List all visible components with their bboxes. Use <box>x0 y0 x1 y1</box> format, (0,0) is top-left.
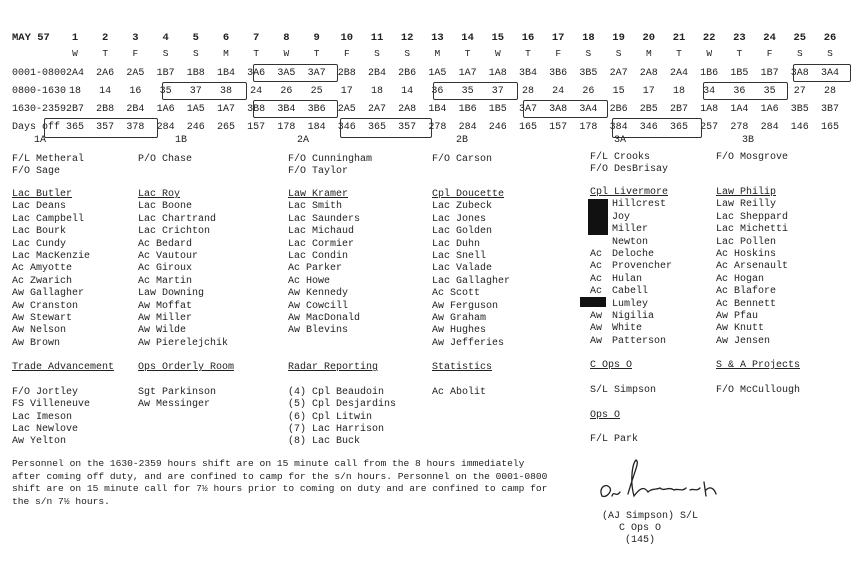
box-1a-off <box>44 118 158 138</box>
shift-cell: 157 <box>247 122 266 133</box>
shift-cell: 28 <box>823 86 836 97</box>
weekday-letter: T <box>525 48 531 59</box>
day-number: 23 <box>733 32 746 44</box>
weekday-letter: S <box>192 48 199 59</box>
crew-member: Aw MacDonald <box>288 312 361 324</box>
crew-kramer <box>288 189 360 338</box>
shift-cell: 3B4 <box>277 104 296 115</box>
shift-cell: 16 <box>129 86 142 97</box>
month-label: MAY 57 <box>12 32 50 44</box>
redaction-bar-2 <box>580 297 606 307</box>
shift-cell: 15 <box>612 86 625 97</box>
crew-member: Lac MacKenzie <box>12 250 91 262</box>
shift-cell: 24 <box>250 86 263 97</box>
shift-cell: 246 <box>186 122 205 133</box>
member-name: Miller <box>612 224 649 236</box>
crew-member: Aw Stewart <box>12 312 73 324</box>
shift-cell: 14 <box>401 86 414 97</box>
box-day-1 <box>162 82 247 100</box>
shift-cell: 35 <box>461 86 474 97</box>
shift-cell: 346 <box>337 122 356 133</box>
crew-member: Aw Pfau <box>716 310 759 322</box>
shift-cell: 37 <box>189 86 202 97</box>
shift-cell: 246 <box>488 122 507 133</box>
row-label-1630: 1630-2359 <box>12 104 67 115</box>
weekday-letter: F <box>132 48 139 59</box>
crew-lead: Cpl Doucette <box>432 189 505 200</box>
day-number: 6 <box>222 32 230 44</box>
crew-member: Ac Zwarich <box>12 275 73 287</box>
member-name: Joy <box>612 211 631 223</box>
member-name: Newton <box>612 236 649 248</box>
crew-member: Ac Giroux <box>138 263 193 275</box>
day-number: 19 <box>612 32 625 44</box>
weekday-letter: T <box>102 48 109 59</box>
shift-cell: 35 <box>159 86 172 97</box>
officers-1b: P/O Chase <box>138 154 193 165</box>
shift-cell: 1A7 <box>216 104 235 115</box>
rank-prefix: Ac <box>590 248 603 260</box>
box-3a-evening <box>523 100 608 118</box>
rank-prefix: Aw <box>590 310 603 322</box>
shift-cell: 346 <box>639 122 658 133</box>
shift-cell: 17 <box>642 86 655 97</box>
weekday-letter: F <box>766 48 773 59</box>
officers-3b: F/O Mosgrove <box>716 152 789 163</box>
shift-cell: 1A6 <box>156 104 175 115</box>
crew-member <box>590 261 672 273</box>
box-3a-night <box>253 64 338 82</box>
crew-member <box>590 311 672 323</box>
day-number: 9 <box>313 32 320 44</box>
day-number: 15 <box>491 32 505 44</box>
shift-cell: 284 <box>760 122 779 133</box>
crew-member: Aw Ferguson <box>432 300 499 312</box>
crew-member: Ac Vautour <box>138 250 199 262</box>
shift-cell: 265 <box>216 122 235 133</box>
member-name: Patterson <box>612 335 667 347</box>
crew-member: Aw Wilde <box>138 325 187 337</box>
crew-member: Lac Michetti <box>716 224 789 236</box>
day-number: 16 <box>521 32 535 44</box>
group-label-1b: 1B <box>175 135 188 146</box>
day-number: 22 <box>702 32 716 44</box>
shift-cell: 1B8 <box>186 68 205 79</box>
shift-cell: 3B6 <box>549 68 568 79</box>
weekday-letter: W <box>494 48 501 59</box>
group-label-2b: 2B <box>456 135 469 146</box>
crew-member: Ac Blafore <box>716 286 777 298</box>
crew-member: Aw Pierelejchik <box>138 337 229 349</box>
shift-cell: 2B7 <box>669 104 688 115</box>
crew-member: Aw Cowcill <box>288 300 349 312</box>
shift-cell: 278 <box>428 122 447 133</box>
shift-cell: 14 <box>99 86 112 97</box>
group-label-3a: 3A <box>614 135 627 146</box>
shift-cell: 146 <box>790 122 809 133</box>
day-number: 12 <box>400 32 414 44</box>
crew-member: Lac Valade <box>432 263 493 275</box>
shift-cell: 36 <box>733 86 746 97</box>
shift-cell: 3A4 <box>579 104 598 115</box>
shift-cell: 165 <box>820 122 839 133</box>
shift-cell: 26 <box>582 86 595 97</box>
shift-cell: 278 <box>730 122 749 133</box>
crew-member: Aw Jefferies <box>432 337 505 349</box>
rank-prefix: Ac <box>590 261 603 273</box>
signature-name: (AJ Simpson) S/L <box>601 511 698 522</box>
duty-note: Personnel on the 1630-2359 hours shift are on 15 minute call from the 8 hours immediately after coming off duty, and are confined to camp for the s/n hours. Personnel on the 0001-0800 shift are on 15 minute call for 7½ hours prior to coming on duty and are confined to camp for the s/n 7½ hours. <box>12 458 548 507</box>
crew-lead: Lac Butler <box>12 189 73 200</box>
crew-member: Lac Duhn <box>432 238 481 250</box>
crew-member: Lac Golden <box>432 226 493 238</box>
shift-cell: 1A8 <box>700 104 719 115</box>
day-number: 20 <box>642 32 656 44</box>
member-name: White <box>612 323 643 335</box>
crew-member: Aw Moffat <box>138 300 193 312</box>
crew-lead: Law Philip <box>716 187 777 198</box>
crew-member: Aw Miller <box>138 312 193 324</box>
day-number: 2 <box>102 32 109 44</box>
shift-cell: 257 <box>700 122 719 133</box>
shift-cell: 1A5 <box>186 104 205 115</box>
box-day-2 <box>433 82 518 100</box>
shift-cell: 3B8 <box>247 104 266 115</box>
member-name: Cabell <box>612 286 649 298</box>
day-number: 17 <box>551 32 565 44</box>
day-number: 26 <box>823 32 837 44</box>
crew-lead: Cpl Livermore <box>590 187 669 198</box>
shift-cell: 165 <box>518 122 537 133</box>
shift-cell: 1B5 <box>730 68 749 79</box>
day-number: 7 <box>253 32 260 44</box>
crew-butler <box>12 189 90 350</box>
shift-cell: 384 <box>609 122 628 133</box>
crew-member: Lac Chartrand <box>138 213 217 225</box>
crew-member: Lac Sheppard <box>716 211 789 223</box>
member-name: Provencher <box>612 261 673 273</box>
shift-cell: 178 <box>277 122 296 133</box>
crew-member: Aw Brown <box>12 337 61 349</box>
shift-cell: 365 <box>65 122 84 133</box>
shift-cell: 2B6 <box>609 104 628 115</box>
shift-cell: 1A8 <box>488 68 507 79</box>
rank-prefix: Aw <box>590 335 603 347</box>
weekday-letter: S <box>827 48 833 59</box>
crew-member: Aw Knutt <box>716 323 765 335</box>
crew-lead: Lac Roy <box>138 189 181 200</box>
weekday-letter: T <box>676 48 682 59</box>
day-number: 1 <box>71 32 79 44</box>
crew-roy <box>138 189 228 350</box>
crew-member: Aw Gallagher <box>12 288 85 300</box>
crew-member: Aw Hughes <box>432 325 487 337</box>
crew-member: Lac Saunders <box>288 213 361 225</box>
crew-member: Lac Campbell <box>12 213 85 225</box>
crew-philip <box>716 187 788 348</box>
day-number: 5 <box>192 32 199 44</box>
shift-cell: 1B5 <box>488 104 507 115</box>
shift-cell: 1A7 <box>458 68 477 79</box>
weekday-letter: M <box>645 48 652 59</box>
shift-cell: 3A8 <box>790 68 809 79</box>
signature-title: C Ops O <box>618 523 661 534</box>
member-name: Deloche <box>612 248 655 260</box>
shift-cell: 24 <box>552 86 565 97</box>
crew-member: Lac Boone <box>138 201 193 213</box>
shift-cell: 25 <box>310 86 323 97</box>
member-name: Lumley <box>612 298 649 310</box>
rank-prefix: Aw <box>590 323 603 335</box>
shift-cell: 3B7 <box>820 104 839 115</box>
crew-member: Lac Gallagher <box>432 275 511 287</box>
shift-cell: 1A6 <box>760 104 779 115</box>
handwritten-signature <box>594 452 724 512</box>
shift-cell: 2A8 <box>639 68 658 79</box>
weekday-letter: F <box>555 48 562 59</box>
crew-member: Ac Scott <box>432 288 481 300</box>
weekday-letter: M <box>434 48 441 59</box>
shift-cell: 3A7 <box>518 104 537 115</box>
shift-cell: 178 <box>579 122 598 133</box>
crew-member: Aw Nelson <box>12 325 67 337</box>
day-number: 14 <box>461 32 474 44</box>
shift-cell: 3B5 <box>579 68 598 79</box>
crew-doucette <box>432 189 510 350</box>
crew-member: Lac Pollen <box>716 236 777 248</box>
shift-cell: 3A6 <box>247 68 266 79</box>
shift-cell: 2A4 <box>669 68 688 79</box>
weekday-letter: S <box>585 48 592 59</box>
shift-cell: 365 <box>669 122 688 133</box>
shift-cell: 2A6 <box>96 68 115 79</box>
crew-member <box>590 249 672 261</box>
weekday-letter: T <box>313 48 320 59</box>
row-label-0001: 0001-0800 <box>12 68 67 79</box>
crew-member: Law Downing <box>138 288 205 300</box>
shift-cell: 2B8 <box>96 104 115 115</box>
crew-member: Lac Deans <box>12 201 67 213</box>
crew-member: Lac Cormier <box>288 238 355 250</box>
crew-member: Lac Smith <box>288 201 343 213</box>
section-ops-orderly-room: Ops Orderly Room Sgt Parkinson Aw Messinger <box>138 362 235 411</box>
day-number: 8 <box>283 32 290 44</box>
shift-cell: 1B7 <box>156 68 175 79</box>
shift-cell: 2B5 <box>639 104 658 115</box>
crew-member: Lac Crichton <box>138 226 211 238</box>
shift-cell: 284 <box>458 122 477 133</box>
row-label-0800: 0800-1630 <box>12 86 67 97</box>
crew-member: Lac Michaud <box>288 226 355 238</box>
shift-cell: 2B7 <box>65 104 84 115</box>
redaction-bar-1 <box>588 199 608 235</box>
crew-member: Lac Jones <box>432 213 487 225</box>
shift-cell: 26 <box>280 86 293 97</box>
shift-cell: 284 <box>156 122 175 133</box>
group-label-2a: 2A <box>297 135 310 146</box>
day-number: 3 <box>132 32 139 44</box>
day-number: 10 <box>340 32 354 44</box>
group-label-3b: 3B <box>742 135 755 146</box>
day-number: 24 <box>763 32 776 44</box>
crew-member: Ac Hogan <box>716 273 765 285</box>
crew-member: Lac Zubeck <box>432 201 493 213</box>
crew-member <box>590 237 672 249</box>
shift-cell: 3B6 <box>307 104 326 115</box>
officers-2b: F/O Carson <box>432 154 493 165</box>
shift-cell: 17 <box>340 86 353 97</box>
crew-member: Lac Snell <box>432 250 487 262</box>
crew-member: Ac Parker <box>288 263 343 275</box>
section-projects: S & A Projects F/O McCullough <box>716 360 801 396</box>
shift-cell: 18 <box>672 86 685 97</box>
crew-member: Lac Cundy <box>12 238 67 250</box>
weekday-letter: W <box>283 48 290 59</box>
shift-cell: 1B6 <box>700 68 719 79</box>
shift-cell: 1B6 <box>458 104 477 115</box>
crew-member: Ac Martin <box>138 275 193 287</box>
member-name: Hillcrest <box>612 199 667 211</box>
day-number: 18 <box>582 32 595 44</box>
section-trade-advancement: Trade Advancement F/O Jortley FS Villeneuve Lac Imeson Lac Newlove Aw Yelton <box>12 362 115 448</box>
box-day-3 <box>703 82 788 100</box>
crew-member: Aw Kennedy <box>288 288 349 300</box>
box-3a-night-2 <box>793 64 851 82</box>
shift-cell: 3A7 <box>307 68 326 79</box>
weekday-letter: W <box>72 48 78 59</box>
crew-member: Ac Howe <box>288 275 331 287</box>
crew-member <box>590 323 672 335</box>
shift-cell: 378 <box>126 122 145 133</box>
shift-cell: 2A5 <box>126 68 145 79</box>
shift-cell: 36 <box>431 86 444 97</box>
rank-prefix: Ac <box>590 273 603 285</box>
shift-cell: 18 <box>370 86 383 97</box>
weekday-letter: T <box>464 48 471 59</box>
crew-member: Aw Graham <box>432 312 487 324</box>
crew-member: Aw Cranston <box>12 300 79 312</box>
shift-cell: 2A7 <box>367 104 386 115</box>
shift-cell: 2B8 <box>337 68 356 79</box>
day-number: 4 <box>162 32 169 44</box>
crew-member: Lac Condin <box>288 250 349 262</box>
signature-number: (145) <box>624 535 655 546</box>
shift-cell: 2A4 <box>65 68 84 79</box>
crew-member <box>590 336 672 348</box>
shift-cell: 38 <box>219 86 232 97</box>
member-name: Nigilia <box>612 310 655 322</box>
weekday-letter: F <box>343 48 350 59</box>
shift-cell: 27 <box>793 86 806 97</box>
crew-member: Ac Hoskins <box>716 248 777 260</box>
officers-3a: F/L Crooks F/O DesBrisay <box>590 152 669 176</box>
shift-cell: 1A4 <box>730 104 749 115</box>
crew-member: Ac Amyotte <box>12 263 73 275</box>
weekday-letter: S <box>796 48 803 59</box>
shift-cell: 2B6 <box>398 68 417 79</box>
shift-cell: 18 <box>68 86 81 97</box>
weekday-letter: T <box>253 48 260 59</box>
weekday-letter: S <box>162 48 169 59</box>
shift-cell: 2A8 <box>398 104 417 115</box>
officers-2a: F/O Cunningham F/O Taylor <box>288 154 373 178</box>
crew-member: Ac Arsenault <box>716 261 789 273</box>
crew-member: Aw Jensen <box>716 335 771 347</box>
shift-cell: 1B4 <box>428 104 447 115</box>
shift-cell: 2A5 <box>337 104 356 115</box>
box-3b-evening <box>253 100 338 118</box>
weekday-letter: S <box>404 48 411 59</box>
shift-cell: 3A8 <box>549 104 568 115</box>
crew-member: Lac Bourk <box>12 226 67 238</box>
weekday-letter: M <box>223 48 229 59</box>
weekday-letter: W <box>706 48 713 59</box>
crew-member: Aw Blevins <box>288 325 349 337</box>
shift-cell: 1B4 <box>216 68 235 79</box>
weekday-letter: T <box>736 48 743 59</box>
shift-cell: 3A5 <box>277 68 296 79</box>
box-2a-off <box>340 118 432 138</box>
shift-cell: 3B5 <box>790 104 809 115</box>
crew-lead: Law Kramer <box>288 189 349 200</box>
shift-cell: 34 <box>703 86 716 97</box>
row-label-days-off: Days off <box>12 122 61 133</box>
shift-cell: 3A4 <box>820 68 839 79</box>
section-radar-reporting: Radar Reporting (4) Cpl Beaudoin (5) Cpl Desjardins (6) Cpl Litwin (7) Lac Harrison (8) Lac Buck <box>288 362 397 448</box>
officers-1a: F/L Metheral F/O Sage <box>12 154 85 178</box>
crew-member <box>590 274 672 286</box>
shift-cell: 2B4 <box>367 68 386 79</box>
shift-cell: 184 <box>307 122 326 133</box>
section-c-ops-o: C Ops O S/L Simpson Ops O F/L Park <box>590 360 657 446</box>
day-number: 13 <box>431 32 444 44</box>
shift-cell: 1B7 <box>760 68 779 79</box>
crew-member: Ac Bennett <box>716 298 777 310</box>
crew-member: Ac Bedard <box>138 238 193 250</box>
shift-cell: 365 <box>367 122 386 133</box>
rank-prefix: Ac <box>590 286 603 298</box>
shift-cell: 1A5 <box>428 68 447 79</box>
shift-cell: 3B4 <box>518 68 537 79</box>
day-number: 21 <box>672 32 686 44</box>
shift-cell: 357 <box>96 122 115 133</box>
day-number: 11 <box>370 32 384 44</box>
shift-cell: 357 <box>398 122 417 133</box>
member-name: Hulan <box>612 273 643 285</box>
shift-cell: 2A7 <box>609 68 628 79</box>
shift-cell: 37 <box>491 86 504 97</box>
weekday-letter: S <box>615 48 622 59</box>
weekday-letter: S <box>374 48 380 59</box>
shift-cell: 157 <box>549 122 568 133</box>
shift-cell: 35 <box>763 86 776 97</box>
day-number: 25 <box>793 32 807 44</box>
shift-cell: 28 <box>521 86 534 97</box>
crew-member: Law Reilly <box>716 199 777 211</box>
section-statistics: Statistics Ac Abolit <box>432 362 493 398</box>
group-label-1a: 1A <box>34 135 47 146</box>
shift-cell: 2B4 <box>126 104 145 115</box>
